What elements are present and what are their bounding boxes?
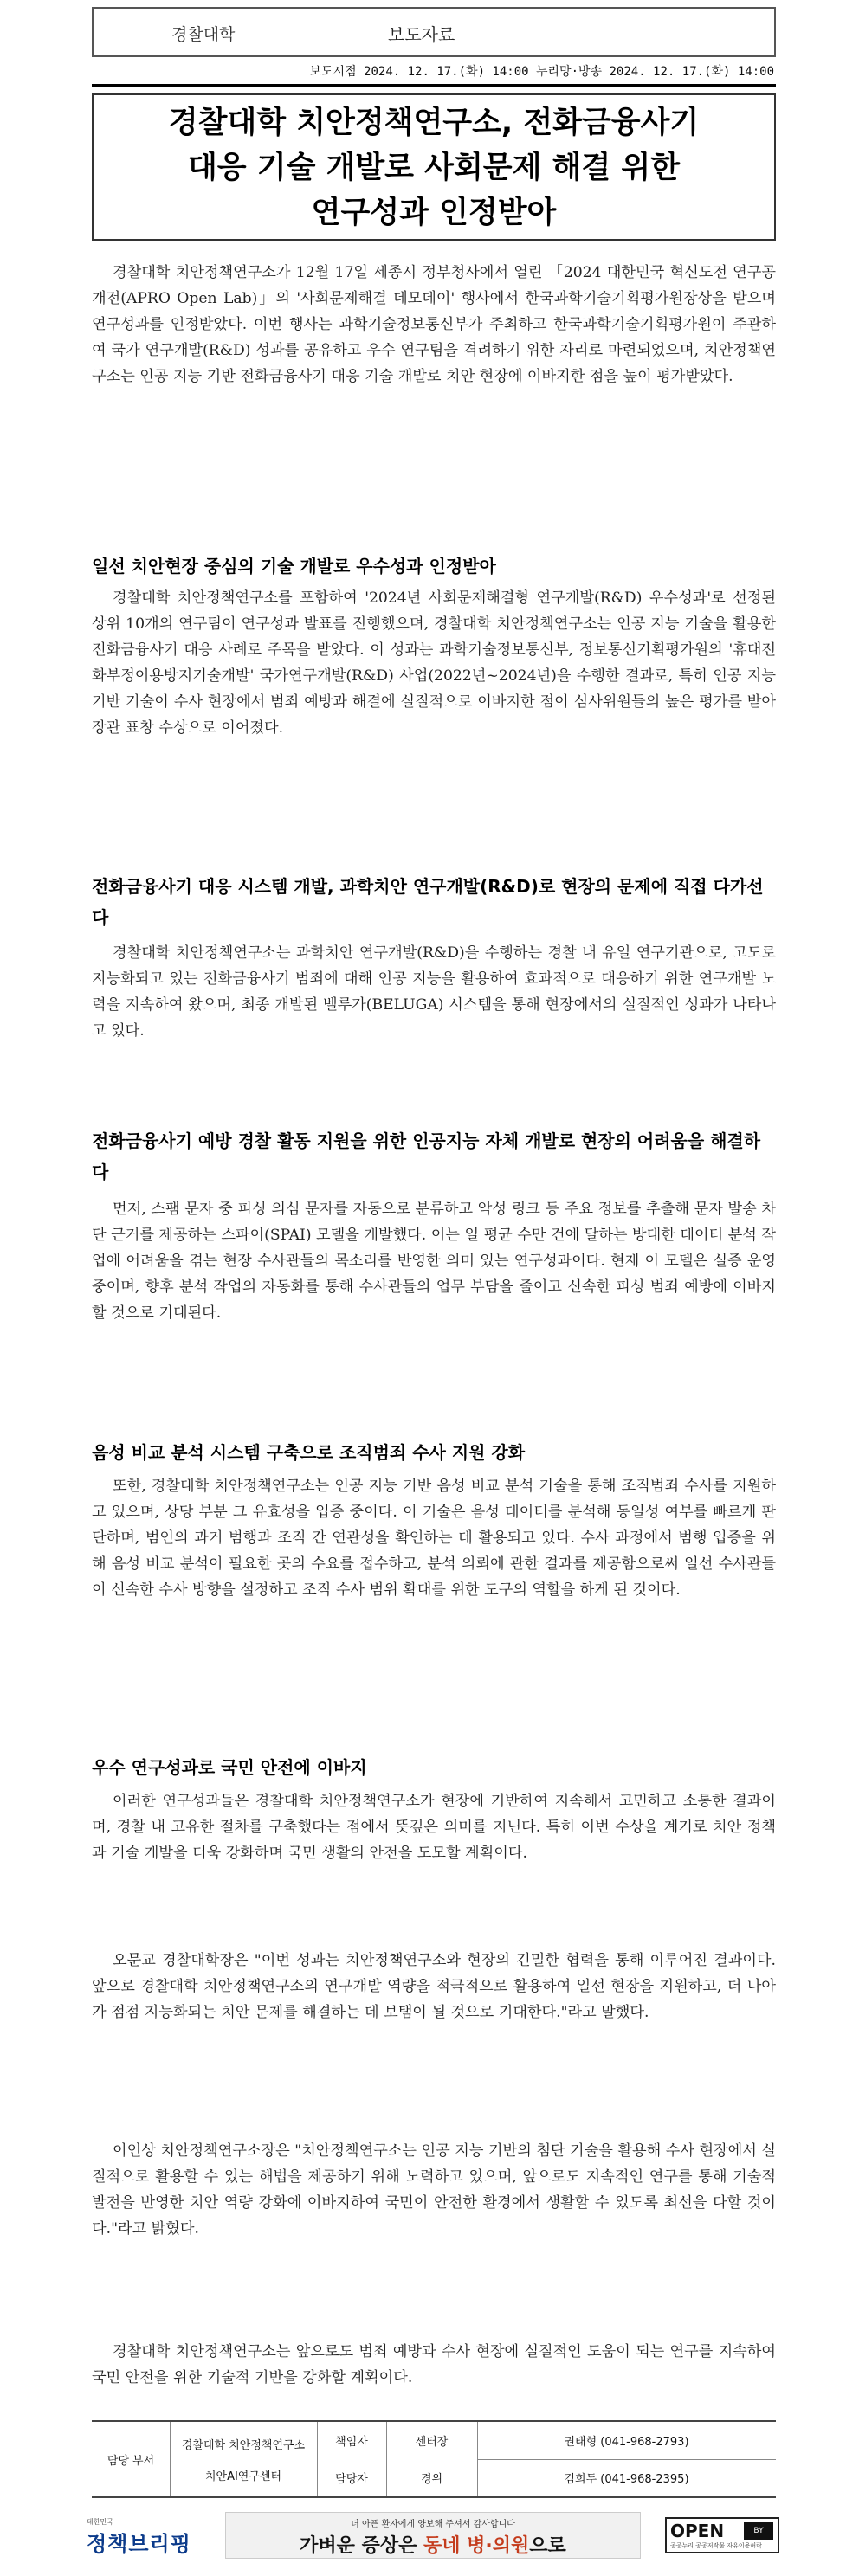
open-word: OPEN — [670, 2521, 725, 2541]
logo-big-text: 정책브리핑 — [87, 2532, 191, 2556]
quote-paragraph — [92, 2138, 776, 2242]
header-kind: 보도자료 — [388, 24, 455, 45]
section-text: 경찰대학 치안정책연구소를 포함하여 '2024년 사회문제해결형 연구개발(R&D) 우수성과'로 선정된 상위 10개의 연구팀이 연구성과 발표를 진행했으며, 경찰대학 치안정책연구소는 인공 지능 기술을 활용한 전화금융사기 대응 사례로 주목을 받았다. 이 성과는 과학기술정보통신부, 정보통신기획평가원의 '휴대전화부정이용방지기술개발' 국가연구개발(R&D) 사업(2022년~2024년)을 수행한 결과로, 특히 인공 지능 기반 기술이 수사 현장에서 범죄 예방과 해결에 실질적으로 이바지한 점이 심사위원들의 높은 평가를 받아 장관 표창 수상으로 이어졌다. — [92, 589, 776, 737]
section-text: 먼저, 스팸 문자 중 피싱 의심 문자를 자동으로 분류하고 악성 링크 등 주요 정보를 추출해 문자 발송 차단 근거를 제공하는 스파이(SPAI) 모델을 개발했다. 이는 일 평균 수만 건에 달하는 방대한 데이터 분석 작업에 어려움을 겪는 현장 수사관들의 목소리를 반영한 의미 있는 연구성과이다. 현재 이 모델은 실증 운영 중이며, 향후 분석 작업의 자동화를 통해 수사관들의 업무 부담을 줄이고 신속한 피싱 범죄 예방에 이바지할 것으로 기대된다. — [92, 1201, 776, 1322]
contact-role2-label: 담당자 — [335, 2473, 368, 2486]
banner-main-text — [226, 2531, 640, 2558]
contact-role2-title: 경위 — [420, 2473, 443, 2486]
quote-text: 오문교 경찰대학장은 "이번 성과는 치안정책연구소와 현장의 긴밀한 협력을 통해 이루어진 결과이다. 앞으로 경찰대학 치안정책연구소의 연구개발 역량을 적극적으로 활용하여 일선 현장을 지원하고, 더 나아가 점점 지능화되는 치안 문제를 해결하는 데 보탬이 될 것으로 기대한다."라고 말했다. — [92, 1952, 776, 2021]
section-body — [92, 1473, 776, 1603]
contact-role2-name: 김희두 (041-968-2395) — [564, 2473, 689, 2486]
banner-top-text: 더 아픈 환자에게 양보해 주셔서 감사합니다 — [351, 2520, 515, 2529]
section-heading: 우수 연구성과로 국민 안전에 이바지 — [92, 1757, 367, 1778]
campaign-banner[interactable] — [225, 2512, 641, 2559]
section-heading: 음성 비교 분석 시스템 구축으로 조직범죄 수사 지원 강화 — [92, 1442, 526, 1463]
banner-main-a: 가벼운 증상은 — [300, 2535, 424, 2557]
kogl-open-logo[interactable] — [665, 2517, 779, 2553]
quote-text: 이인상 치안정책연구소장은 "치안정책연구소는 인공 지능 기반의 첨단 기술을 활용해 수사 현장에서 실질적으로 활용할 수 있는 해법을 제공하기 위해 노력하고 있으며, 앞으로도 지속적인 연구를 통해 기술적 발전을 반영한 치안 역량 강화에 이바지하여 국민이 안전한 환경에서 생활할 수 있도록 최선을 다할 것이다."라고 밝혔다. — [92, 2142, 776, 2238]
title-line: 대응 기술 개발로 사회문제 해결 위한 — [187, 151, 681, 185]
contact-role1-name: 권태형 (041-968-2793) — [564, 2436, 689, 2449]
header-box — [92, 7, 776, 57]
section-heading: 일선 치안현장 중심의 기술 개발로 우수성과 인정받아 — [92, 556, 496, 576]
policy-briefing-logo[interactable] — [87, 2517, 199, 2555]
section-body — [92, 1196, 776, 1326]
title-line: 경찰대학 치안정책연구소, 전화금융사기 — [168, 106, 700, 140]
section-text: 또한, 경찰대학 치안정책연구소는 인공 지능 기반 음성 비교 분석 기술을 통해 조직범죄 수사를 지원하고 있으며, 상당 부분 그 유효성을 입증 중이다. 이 기술은 음성 데이터를 분석해 동일성 여부를 빠르게 판단하며, 범인의 과거 범행과 조직 간 연관성을 확인하는 데 활용되고 있다. 수사 과정에서 범행 입증을 위해 음성 비교 분석이 필요한 곳의 수요를 접수하고, 분석 의뢰에 관한 결과를 제공함으로써 일선 수사관들이 신속한 수사 방향을 설정하고 조직 수사 범위 확대를 위한 도구의 역할을 하게 된 것이다. — [92, 1478, 776, 1599]
section-heading: 전화금융사기 대응 시스템 개발, 과학치안 연구개발(R&D)로 현장의 문제에 직접 다가선다 — [92, 876, 764, 928]
contact-dept-name: 경찰대학 치안정책연구소 — [181, 2438, 306, 2452]
closing-text: 경찰대학 치안정책연구소는 앞으로도 범죄 예방과 수사 현장에 실질적인 도움이 되는 연구를 지속하여 국민 안전을 위한 기술적 기반을 강화할 계획이다. — [92, 2343, 776, 2386]
contact-role1-label: 책임자 — [335, 2436, 368, 2449]
release-time: 보도시점 2024. 12. 17.(화) 14:00 누리망·방송 2024. 12. 17.(화) 14:00 — [92, 57, 776, 87]
section-body — [92, 940, 776, 1044]
closing-paragraph — [92, 2339, 776, 2391]
intro-paragraph — [92, 260, 776, 390]
banner-main-c: 으로 — [529, 2535, 566, 2557]
quote-paragraph — [92, 1948, 776, 2025]
section-text: 경찰대학 치안정책연구소는 과학치안 연구개발(R&D)을 수행하는 경찰 내 유일 연구기관으로, 고도로 지능화되고 있는 전화금융사기 범죄에 대해 인공 지능을 활용하여 효과적으로 대응하기 위한 연구개발 노력을 지속하여 왔으며, 최종 개발된 벨루가(BELUGA) 시스템을 통해 현장에서의 실질적인 성과가 나타나고 있다. — [92, 944, 776, 1040]
contact-dept-label: 담당 부서 — [107, 2454, 155, 2468]
footer — [87, 2510, 779, 2562]
banner-main-accent: 동네 병·의원 — [423, 2535, 530, 2557]
contact-role1-title: 센터장 — [415, 2436, 449, 2449]
section-body — [92, 1788, 776, 1866]
title-line: 연구성과 인정받아 — [311, 196, 557, 230]
by-icon: BY — [744, 2522, 773, 2540]
section-heading: 전화금융사기 예방 경찰 활동 지원을 위한 인공지능 자체 개발로 현장의 어려움을 해결하다 — [92, 1130, 761, 1182]
contact-dept-center: 치안AI연구센터 — [204, 2470, 282, 2483]
section-body — [92, 585, 776, 741]
contact-table — [92, 2420, 776, 2498]
page-title — [92, 93, 776, 241]
header-org: 경찰대학 — [171, 25, 236, 44]
section-text: 이러한 연구성과들은 경찰대학 치안정책연구소가 현장에 기반하여 지속해서 고민하고 소통한 결과이며, 경찰 내 고유한 절차를 구축했다는 점에서 뜻깊은 의미를 지닌다. 특히 이번 수상을 계기로 치안 정책과 기술 개발을 더욱 강화하며 국민 생활의 안전을 도모할 계획이다. — [92, 1793, 776, 1862]
logo-small-text: 대한민국 — [87, 2518, 113, 2526]
open-sub: 공공누리 공공저작물 자유이용허락 — [670, 2542, 762, 2549]
intro-text: 경찰대학 치안정책연구소가 12월 17일 세종시 정부청사에서 열린 「2024 대한민국 혁신도전 연구공개전(APRO Open Lab)」의 '사회문제해결 데모데이' 행사에서 한국과학기술기획평가원장상을 받으며 연구성과를 인정받았다. 이번 행사는 과학기술정보통신부가 주최하고 한국과학기술기획평가원이 주관하여 국가 연구개발(R&D) 성과를 공유하고 우수 연구팀을 격려하기 위한 자리로 마련되었으며, 치안정책연구소는 인공 지능 기반 전화금융사기 대응 기술 개발로 치안 현장에 이바지한 점을 높이 평가받았다. — [92, 264, 776, 385]
